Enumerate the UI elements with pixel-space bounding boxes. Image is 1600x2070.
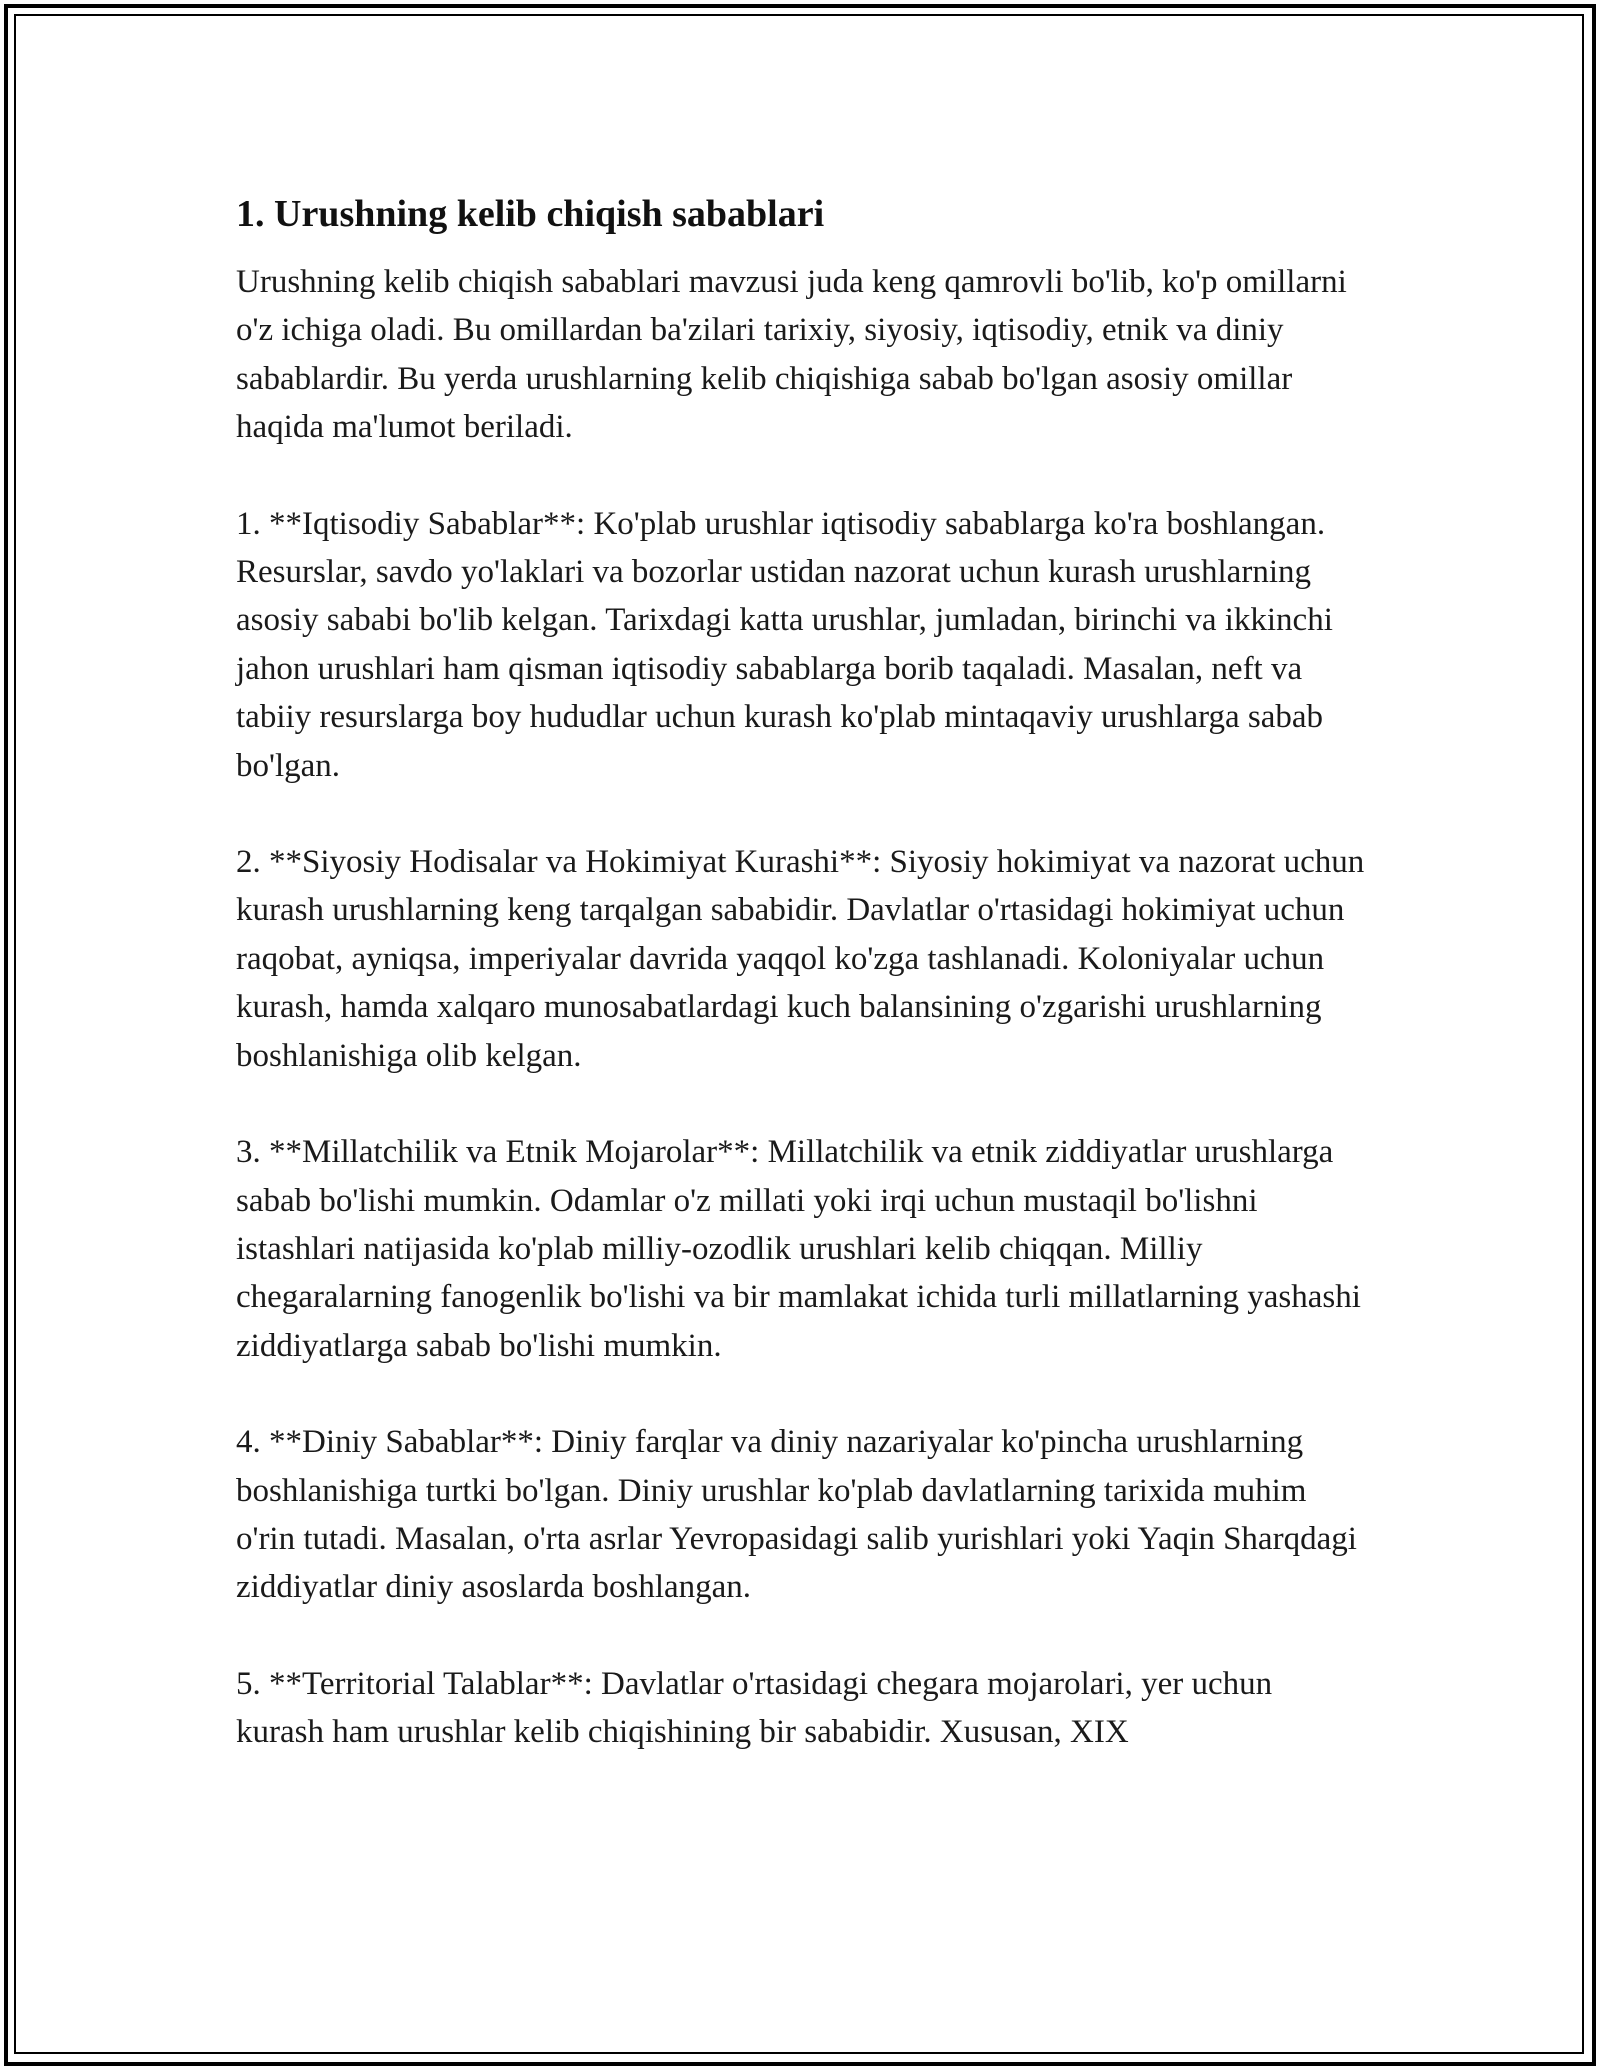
- paragraph-political-causes: 2. **Siyosiy Hodisalar va Hokimiyat Kurashi**: Siyosiy hokimiyat va nazorat uchun kurash urushlarning keng tarqalgan sababidir. Davlatlar o'rtasidagi hokimiyat uchun raqobat, ayniqsa, imperiyalar davrida yaqqol ko'zga tashlanadi. Koloniyalar uchun kurash, hamda xalqaro munosabatlardagi kuch balansining o'zgarishi urushlarning boshlanishiga olib kelgan.: [236, 844, 1365, 1074]
- paragraph-religious-causes: 4. **Diniy Sabablar**: Diniy farqlar va diniy nazariyalar ko'pincha urushlarning boshlanishiga turtki bo'lgan. Diniy urushlar ko'plab davlatlarning tarixida muhim o'rin tutadi. Masalan, o'rta asrlar Yevropasidagi salib yurishlari yoki Yaqin Sharqdagi ziddiyatlar diniy asoslarda boshlangan.: [236, 1424, 1357, 1606]
- section-heading: 1. Urushning kelib chiqish sabablari: [236, 193, 825, 235]
- paragraph-nationalism-causes: 3. **Millatchilik va Etnik Mojarolar**: Millatchilik va etnik ziddiyatlar urushlarga sabab bo'lishi mumkin. Odamlar o'z millati yoki irqi uchun mustaqil bo'lishni istashlari natijasida ko'plab milliy-ozodlik urushlari kelib chiqqan. Milliy chegaralarning fanogenlik bo'lishi va bir mamlakat ichida turli millatlarning yashashi ziddiyatlarga sabab bo'lishi mumkin.: [236, 1134, 1361, 1364]
- paragraph-economic-causes: 1. **Iqtisodiy Sabablar**: Ko'plab urushlar iqtisodiy sabablarga ko'ra boshlangan. Resurslar, savdo yo'laklari va bozorlar ustidan nazorat uchun kurash urushlarning asosiy sababi bo'lib kelgan. Tarixdagi katta urushlar, jumladan, birinchi va ikkinchi jahon urushlari ham qisman iqtisodiy sabablarga borib taqaladi. Masalan, neft va tabiiy resurslarga boy hududlar uchun kurash ko'plab mintaqaviy urushlarga sabab bo'lgan.: [236, 505, 1333, 784]
- document-body: [236, 186, 1366, 1805]
- intro-paragraph: Urushning kelib chiqish sabablari mavzusi juda keng qamrovli bo'lib, ko'p omillarni o'z ichiga oladi. Bu omillardan ba'zilari tarixiy, siyosiy, iqtisodiy, etnik va diniy sabablardir. Bu yerda urushlarning kelib chiqishiga sabab bo'lgan asosiy omillar haqida ma'lumot beriladi.: [236, 264, 1347, 446]
- paragraph-territorial-causes: 5. **Territorial Talablar**: Davlatlar o'rtasidagi chegara mojarolari, yer uchun kurash ham urushlar kelib chiqishining bir sababidir. Xususan, XIX: [236, 1665, 1273, 1751]
